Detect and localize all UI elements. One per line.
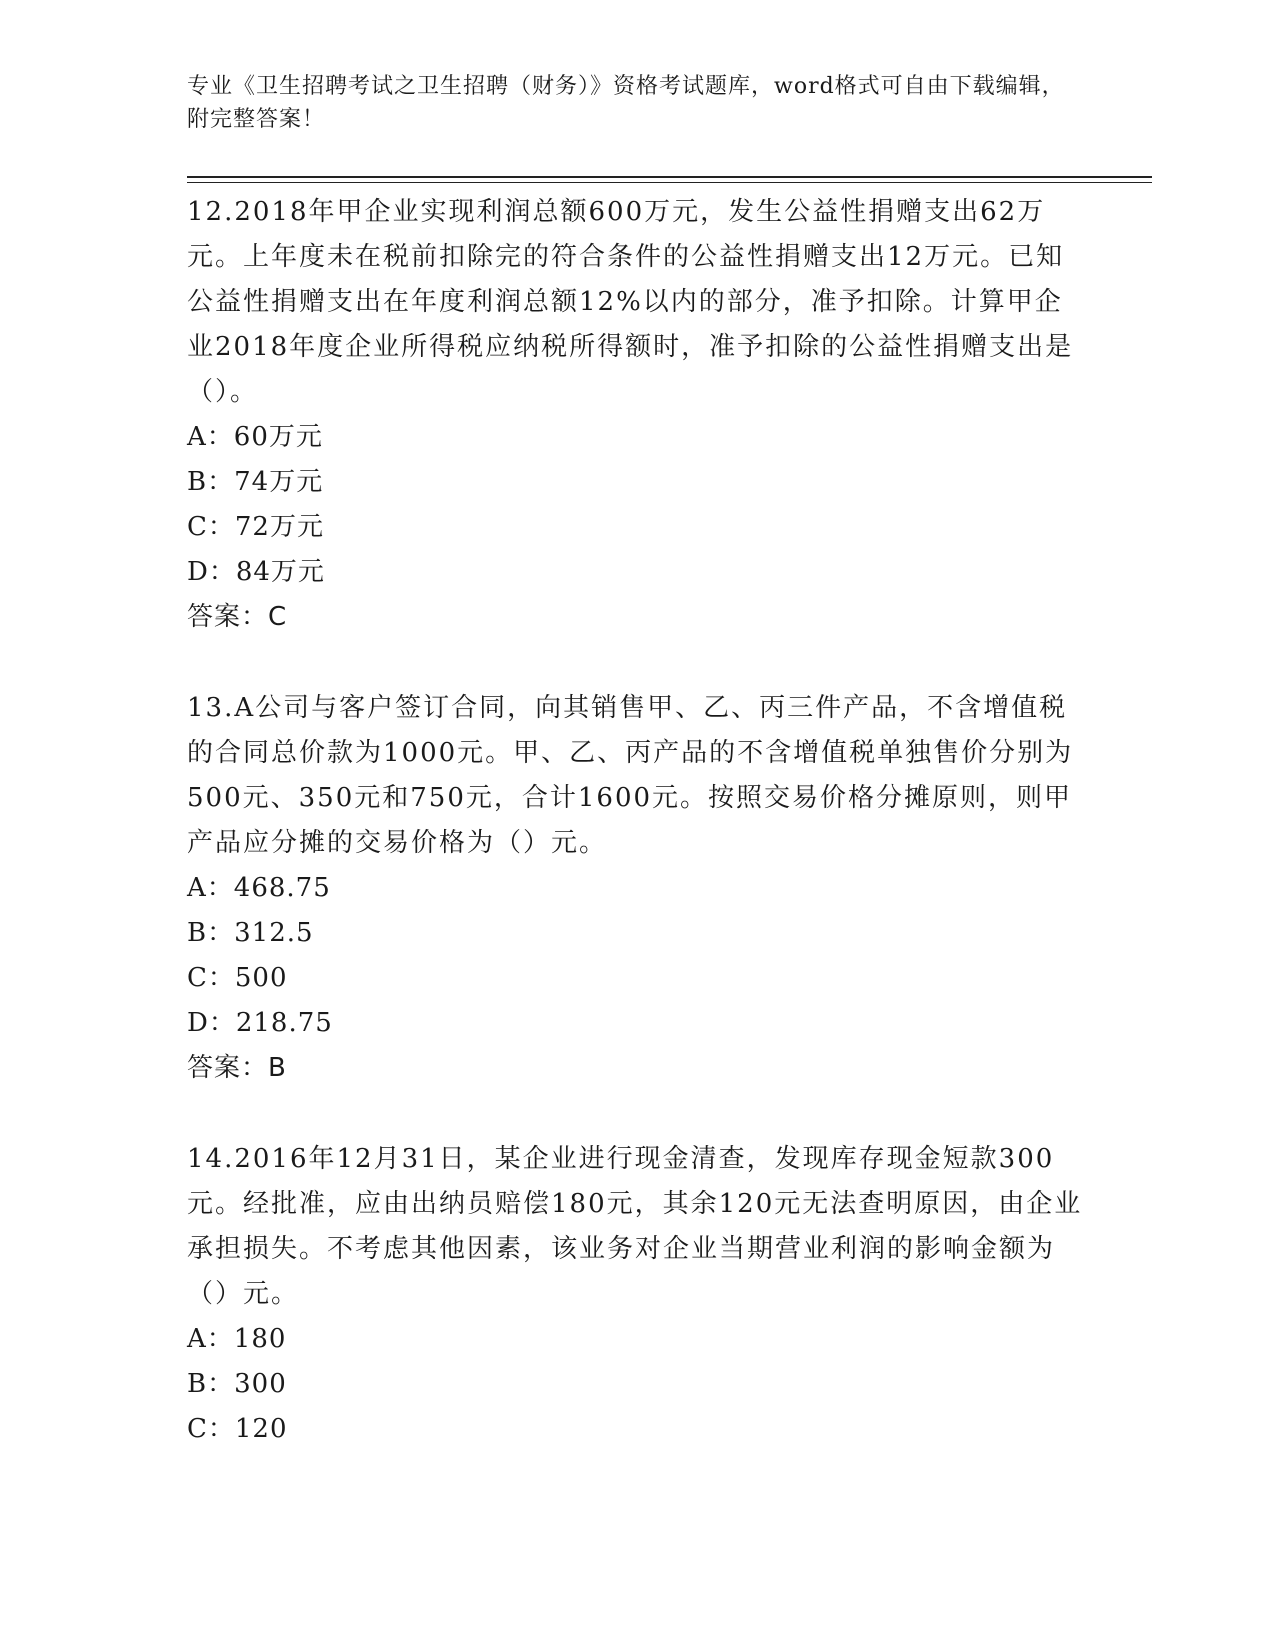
option-d: D：84万元 — [187, 557, 325, 587]
header-divider — [187, 176, 1152, 183]
option-c: C：120 — [187, 1414, 288, 1444]
option-a: A：60万元 — [187, 422, 323, 452]
question-text: 14.2016年12月31日，某企业进行现金清查，发现库存现金短款300元。经批准，应由出纳员赔偿180元，其余120元无法查明原因，由企业承担损失。不考虑其他因素，该业务对企业当期营业利润的影响金额为（）元。 — [187, 1144, 1083, 1309]
answer: 答案：B — [187, 1053, 287, 1083]
question-text: 13.A公司与客户签订合同，向其销售甲、乙、丙三件产品，不含增值税的合同总价款为1000元。甲、乙、丙产品的不含增值税单独售价分别为500元、350元和750元，合计1600元。按照交易价格分摊原则，则甲产品应分摊的交易价格为（）元。 — [187, 693, 1074, 858]
option-c: C：72万元 — [187, 512, 324, 542]
question-13 — [187, 686, 1087, 1091]
option-c: C：500 — [187, 963, 288, 993]
option-a: A：180 — [187, 1324, 287, 1354]
document-header — [187, 70, 1087, 136]
answer: 答案：C — [187, 602, 288, 632]
question-12 — [187, 190, 1087, 640]
option-b: B：300 — [187, 1369, 287, 1399]
question-14 — [187, 1137, 1087, 1452]
option-a: A：468.75 — [187, 873, 331, 903]
option-b: B：312.5 — [187, 918, 314, 948]
divider-line-thick — [187, 176, 1152, 178]
header-note: 专业《卫生招聘考试之卫生招聘（财务）》资格考试题库，word格式可自由下载编辑，附完整答案！ — [187, 74, 1065, 132]
option-b: B：74万元 — [187, 467, 324, 497]
question-text: 12.2018年甲企业实现利润总额600万元，发生公益性捐赠支出62万元。上年度未在税前扣除完的符合条件的公益性捐赠支出12万元。已知公益性捐赠支出在年度利润总额12%以内的部分，准予扣除。计算甲企业2018年度企业所得税应纳税所得额时，准予扣除的公益性捐赠支出是（）。 — [187, 197, 1074, 407]
option-d: D：218.75 — [187, 1008, 333, 1038]
question-list — [187, 190, 1087, 1498]
divider-line-thin — [187, 182, 1152, 183]
